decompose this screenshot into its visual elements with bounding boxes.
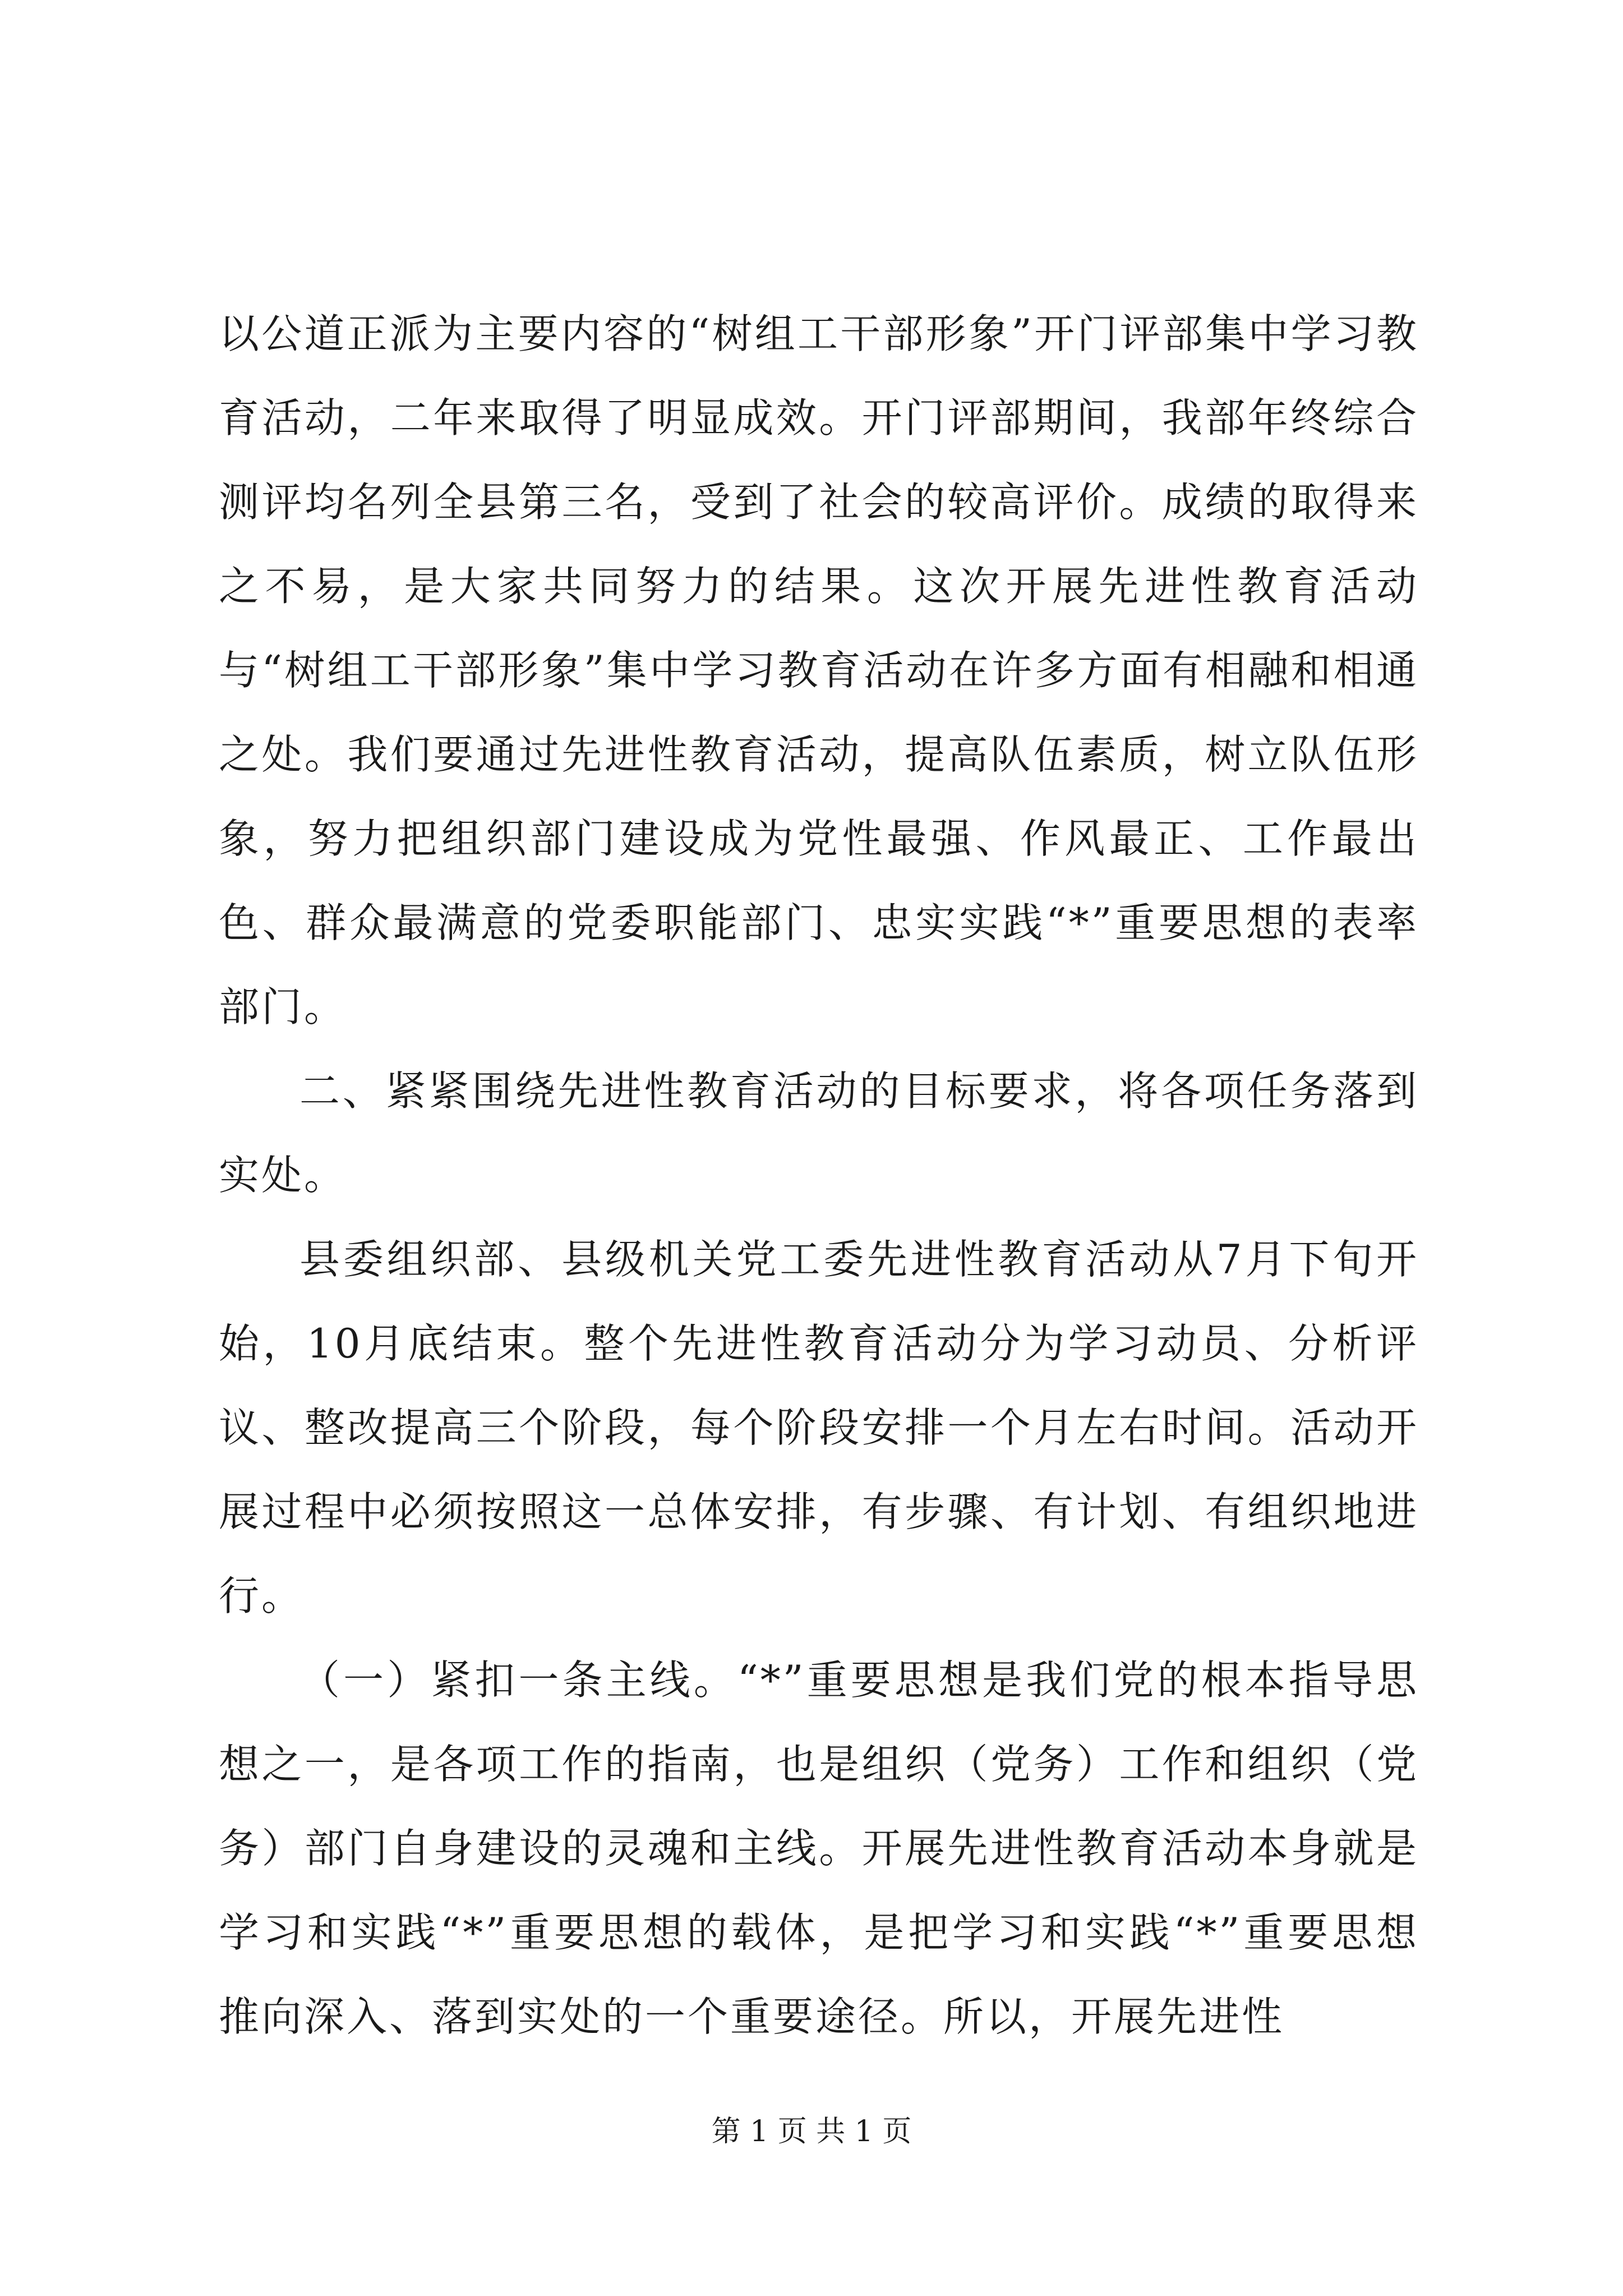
paragraph-1: 以公道正派为主要内容的“树组工干部形象”开门评部集中学习教育活动，二年来取得了明显成效。开门评部期间，我部年终综合测评均名列全县第三名，受到了社会的较高评价。成绩的取得来之不易，是大家共同努力的结果。这次开展先进性教育活动与“树组工干部形象”集中学习教育活动在许多方面有相融和相通之处。我们要通过先进性教育活动，提高队伍素质，树立队伍形象，努力把组织部门建设成为党性最强、作风最正、工作最出色、群众最满意的党委职能部门、忠实实践“*”重要思想的表率部门。 [219,310,1419,1030]
paragraph-4: （一）紧扣一条主线。“*”重要思想是我们党的根本指导思想之一，是各项工作的指南，也是组织（党务）工作和组织（党务）部门自身建设的灵魂和主线。开展先进性教育活动本身就是学习和实践“*”重要思想的载体，是把学习和实践“*”重要思想推向深入、落到实处的一个重要途径。所以，开展先进性 [219,1657,1419,2040]
document-body [219,292,1419,2059]
page-footer: 第 1 页 共 1 页 [711,2115,912,2148]
paragraph-3: 县委组织部、县级机关党工委先进性教育活动从7月下旬开始，10月底结束。整个先进性教育活动分为学习动员、分析评议、整改提高三个阶段，每个阶段安排一个月左右时间。活动开展过程中必须按照这一总体安排，有步骤、有计划、有组织地进行。 [219,1236,1419,1619]
paragraph-2-heading: 二、紧紧围绕先进性教育活动的目标要求，将各项任务落到实处。 [219,1068,1419,1199]
